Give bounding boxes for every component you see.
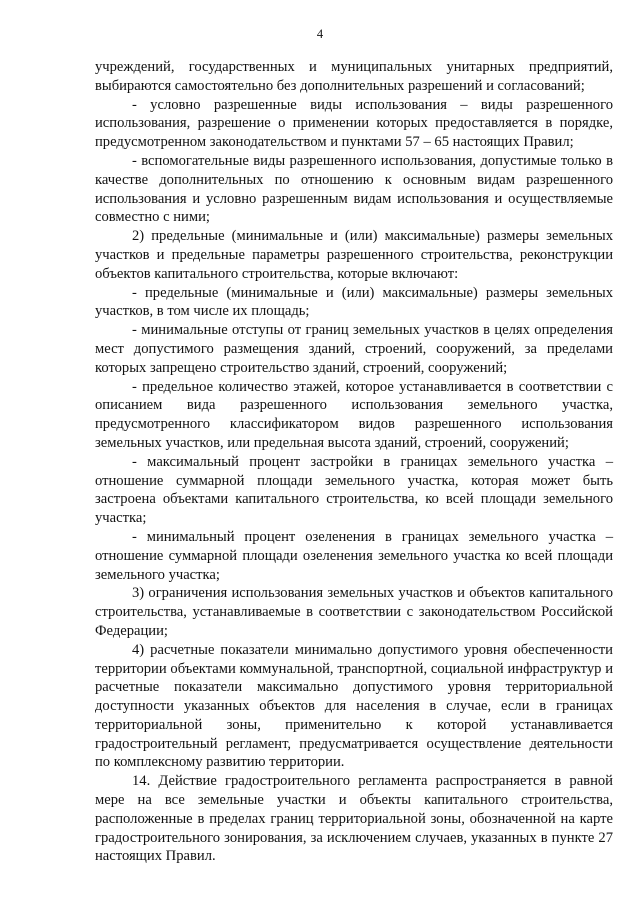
- paragraph-min-greening: - минимальный процент озеленения в границах земельного участка – отношение суммарной площади озеленения земельного участка ко всей площади земельного участка;: [95, 528, 613, 583]
- paragraph-plot-sizes: - предельные (минимальные и (или) максимальные) размеры земельных участков, в том числе их площадь;: [95, 284, 613, 320]
- paragraph-item-4: 4) расчетные показатели минимально допустимого уровня обеспеченности территории объектами коммунальной, транспортной, социальной инфраструктур и расчетные показатели максимально допустимого уровня территориальной доступности указанных объектов для населения в случае, если в границах территориальной зоны, применительно к которой устанавливается градостроительный регламент, предусматривается осуществление деятельности по комплексному развитию территории.: [95, 641, 613, 771]
- paragraph-item-2: 2) предельные (минимальные и (или) максимальные) размеры земельных участков и предельные параметры разрешенного строительства, реконструкции объектов капитального строительства, которые включают:: [95, 228, 613, 282]
- paragraph-auxiliary-uses: - вспомогательные виды разрешенного использования, допустимые только в качестве дополнительных по отношению к основным видам разрешенного использования и условно разрешенным видам использования и осуществляемые совместно с ними;: [95, 152, 613, 226]
- document-body: [95, 58, 613, 866]
- paragraph-floors: - предельное количество этажей, которое устанавливается в соответствии с описанием вида разрешенного использования земельного участка, предусмотренного классификатором видов разрешенного использования земельных участков, или предельная высота зданий, строений, сооружений;: [95, 378, 613, 451]
- page-number: 4: [316, 27, 324, 41]
- paragraph-setbacks: - минимальные отступы от границ земельных участков в целях определения мест допустимого размещения зданий, строений, сооружений, за пределами которых запрещено строительство зданий, строений, сооружений;: [95, 322, 613, 376]
- paragraph-conditional-uses: - условно разрешенные виды использования – виды разрешенного использования, разрешение о применении которых предоставляется в порядке, предусмотренном законодательством и пунктами 57 – 65 настоящих Правил;: [95, 96, 613, 151]
- paragraph-item-3: 3) ограничения использования земельных участков и объектов капитального строительства, устанавливаемые в соответствии с законодательством Российской Федерации;: [95, 585, 613, 639]
- paragraph-clause-14: 14. Действие градостроительного регламента распространяется в равной мере на все земельные участки и объекты капитального строительства, расположенные в пределах границ территориальной зоны, обозначенной на карте градостроительного зонирования, за исключением случаев, указанных в пункте 27 настоящих Правил.: [95, 773, 613, 865]
- paragraph-max-coverage: - максимальный процент застройки в границах земельного участка – отношение суммарной площади земельного участка, которая может быть застроена объектами капитального строительства, ко всей площади земельного участка;: [95, 453, 613, 527]
- paragraph-continuation: учреждений, государственных и муниципальных унитарных предприятий, выбираются самостоятельно без дополнительных разрешений и согласований;: [95, 59, 613, 94]
